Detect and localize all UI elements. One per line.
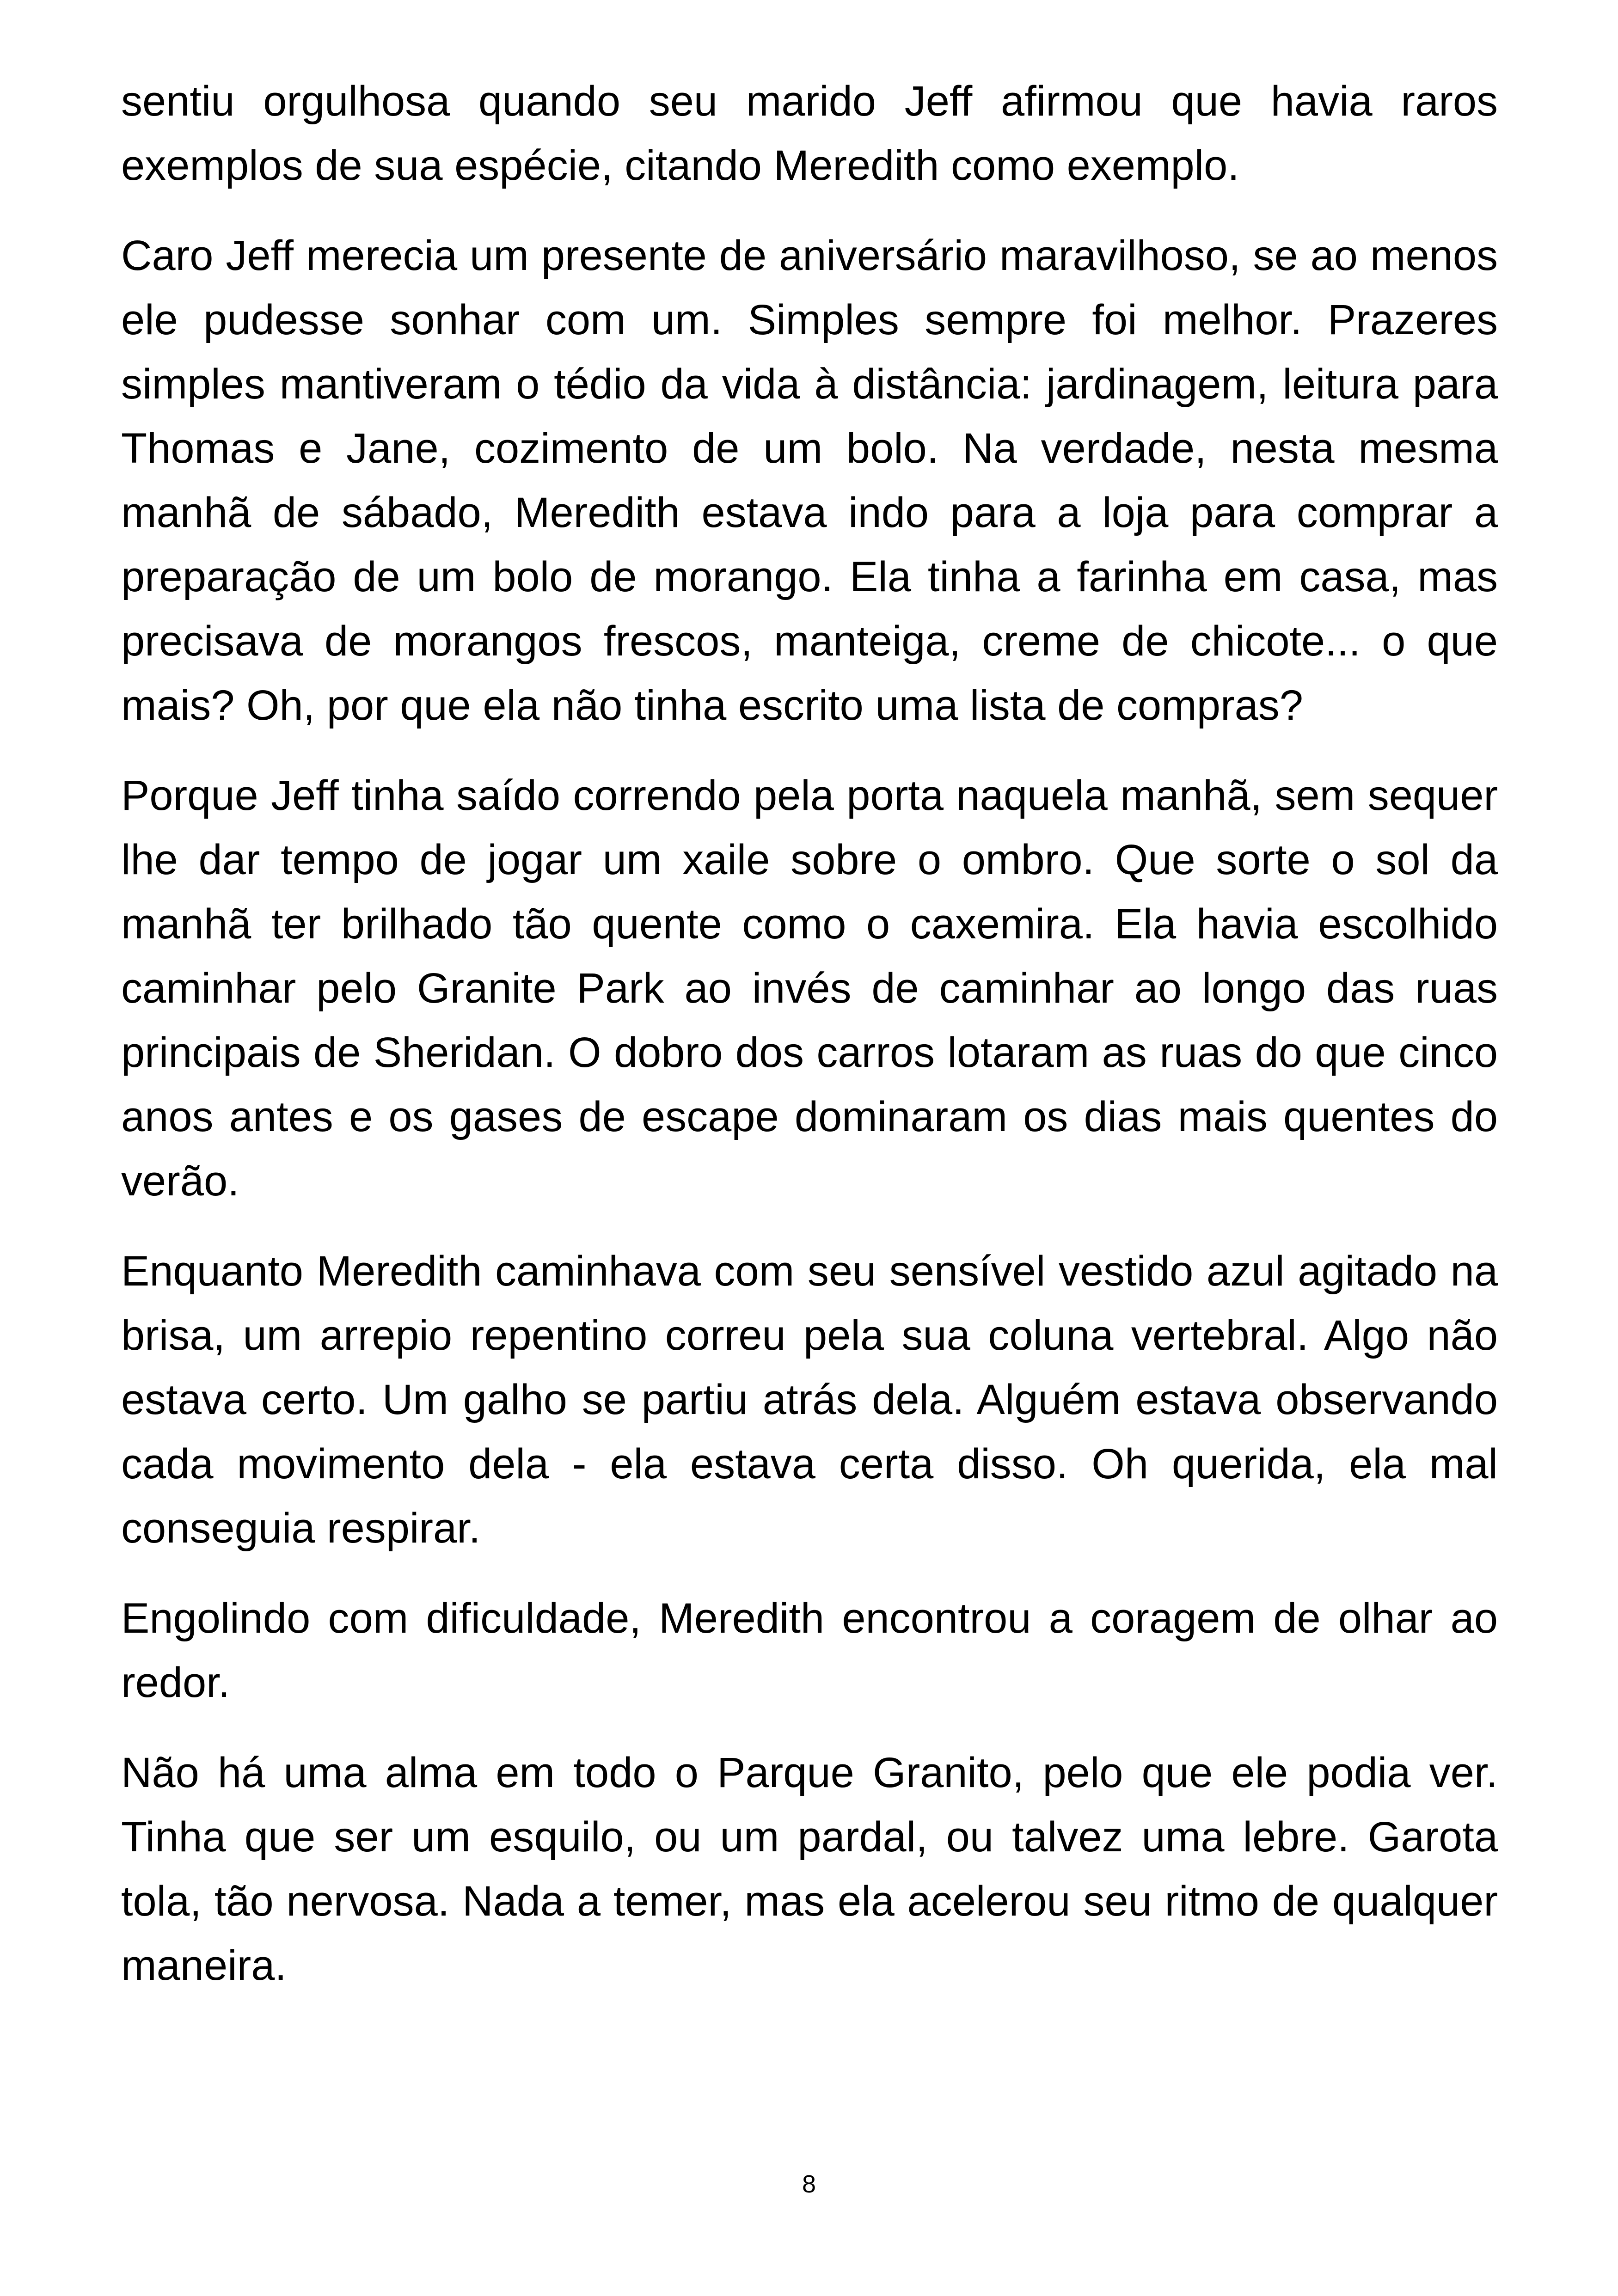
paragraph: sentiu orgulhosa quando seu marido Jeff afirmou que havia raros exemplos de sua espécie, citando Meredith como exemplo. [121, 78, 1498, 189]
paragraph: Enquanto Meredith caminhava com seu sensível vestido azul agitado na brisa, um arrepio repentino correu pela sua coluna vertebral. Algo não estava certo. Um galho se partiu atrás dela. Alguém estava observando cada movimento dela - ela estava certa disso. Oh querida, ela mal conseguia respirar. [121, 1248, 1498, 1552]
paragraph: Caro Jeff merecia um presente de aniversário maravilhoso, se ao menos ele pudesse sonhar com um. Simples sempre foi melhor. Prazeres simples mantiveram o tédio da vida à distância: jardinagem, leitura para Thomas e Jane, cozimento de um bolo. Na verdade, nesta mesma manhã de sábado, Meredith estava indo para a loja para comprar a preparação de um bolo de morango. Ela tinha a farinha em casa, mas precisava de morangos frescos, manteiga, creme de chicote... o que mais? Oh, por que ela não tinha escrito uma lista de compras? [121, 232, 1498, 729]
paragraph: Engolindo com dificuldade, Meredith encontrou a coragem de olhar ao redor. [121, 1595, 1498, 1706]
body-text [121, 69, 1498, 2024]
paragraph: Não há uma alma em todo o Parque Granito, pelo que ele podia ver. Tinha que ser um esquilo, ou um pardal, ou talvez uma lebre. Garota tola, tão nervosa. Nada a temer, mas ela acelerou seu ritmo de qualquer maneira. [121, 1749, 1498, 1989]
page-number: 8 [802, 2170, 816, 2198]
paragraph: Porque Jeff tinha saído correndo pela porta naquela manhã, sem sequer lhe dar tempo de jogar um xaile sobre o ombro. Que sorte o sol da manhã ter brilhado tão quente como o caxemira. Ela havia escolhido caminhar pelo Granite Park ao invés de caminhar ao longo das ruas principais de Sheridan. O dobro dos carros lotaram as ruas do que cinco anos antes e os gases de escape dominaram os dias mais quentes do verão. [121, 772, 1498, 1205]
